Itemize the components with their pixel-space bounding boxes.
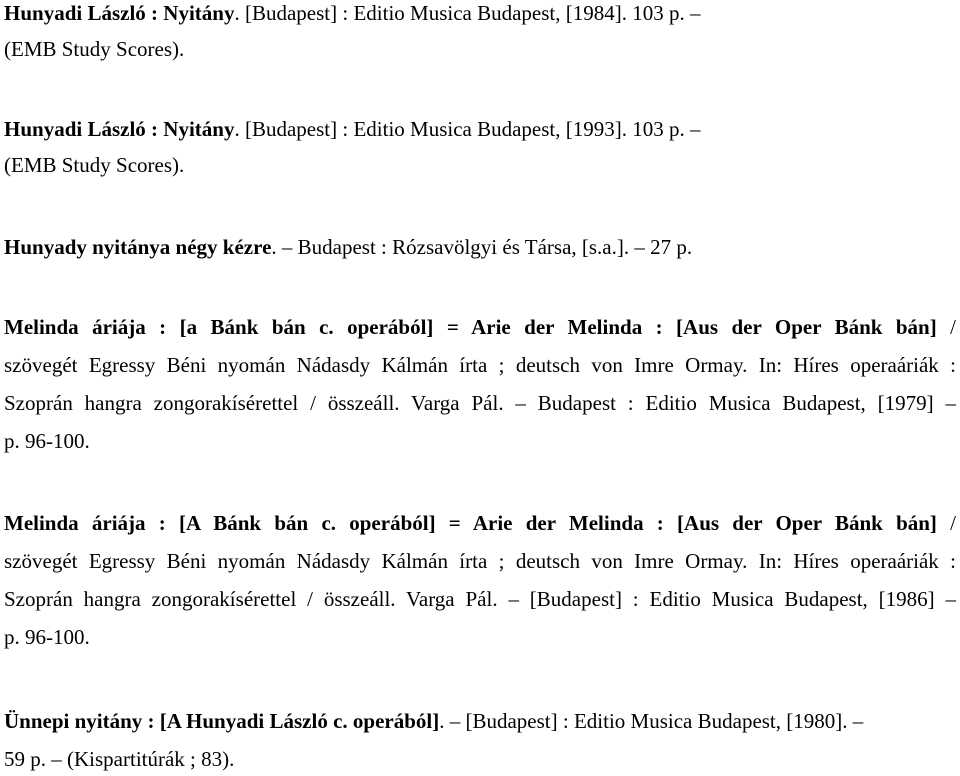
entry-line (4, 152, 184, 178)
entry-text: Szoprán hangra zongorakísérettel / összeáll. Varga Pál. – [Budapest] : Editio Musica Budapest, [1986] – (4, 587, 956, 611)
entry-text: (EMB Study Scores). (4, 37, 185, 61)
entry-text: . – [Budapest] : Editio Musica Budapest, [1980]. – (439, 709, 864, 733)
entry-line (4, 624, 90, 650)
entry-text: Szoprán hangra zongorakísérettel / összeáll. Varga Pál. – Budapest : Editio Musica Budapest, [1979] – (4, 391, 956, 415)
entry-text: szövegét Egressy Béni nyomán Nádasdy Kálmán írta ; deutsch von Imre Ormay. In: Híres operaáriák : (4, 549, 956, 573)
entry-line (4, 708, 863, 734)
entry-text: . – Budapest : Rózsavölgyi és Társa, [s.a.]. – 27 p. (271, 235, 693, 259)
entry-title: Hunyady nyitánya négy kézre (4, 235, 272, 259)
entry-title: Hunyadi László : Nyitány (4, 117, 235, 141)
entry-text: 59 p. – (Kispartitúrák ; 83). (4, 747, 235, 771)
entry-title: Ünnepi nyitány : [A Hunyadi László c. operából] (4, 709, 440, 733)
entry-line (4, 314, 956, 340)
entry-title: Hunyadi László : Nyitány (4, 1, 235, 25)
entry-text: p. 96-100. (4, 625, 90, 649)
entry-line (4, 390, 956, 416)
entry-line (4, 234, 692, 260)
entry-title: Melinda áriája : [A Bánk bán c. operából] = Arie der Melinda : [Aus der Oper Bánk bán] (4, 511, 937, 535)
entry-line (4, 510, 956, 536)
entry-line (4, 36, 184, 62)
entry-line (4, 428, 90, 454)
entry-line (4, 116, 701, 142)
entry-text: . [Budapest] : Editio Musica Budapest, [1984]. 103 p. – (234, 1, 701, 25)
entry-text: szövegét Egressy Béni nyomán Nádasdy Kálmán írta ; deutsch von Imre Ormay. In: Híres operaáriák : (4, 353, 956, 377)
entry-line (4, 352, 956, 378)
entry-text: (EMB Study Scores). (4, 153, 185, 177)
entry-line (4, 586, 956, 612)
entry-text: . [Budapest] : Editio Musica Budapest, [1993]. 103 p. – (234, 117, 701, 141)
entry-text: / (936, 315, 956, 339)
entry-line (4, 746, 234, 772)
entry-title: Melinda áriája : [a Bánk bán c. operából] = Arie der Melinda : [Aus der Oper Bánk bán] (4, 315, 937, 339)
entry-line (4, 548, 956, 574)
entry-text: p. 96-100. (4, 429, 90, 453)
entry-line (4, 0, 701, 26)
entry-text: / (936, 511, 956, 535)
